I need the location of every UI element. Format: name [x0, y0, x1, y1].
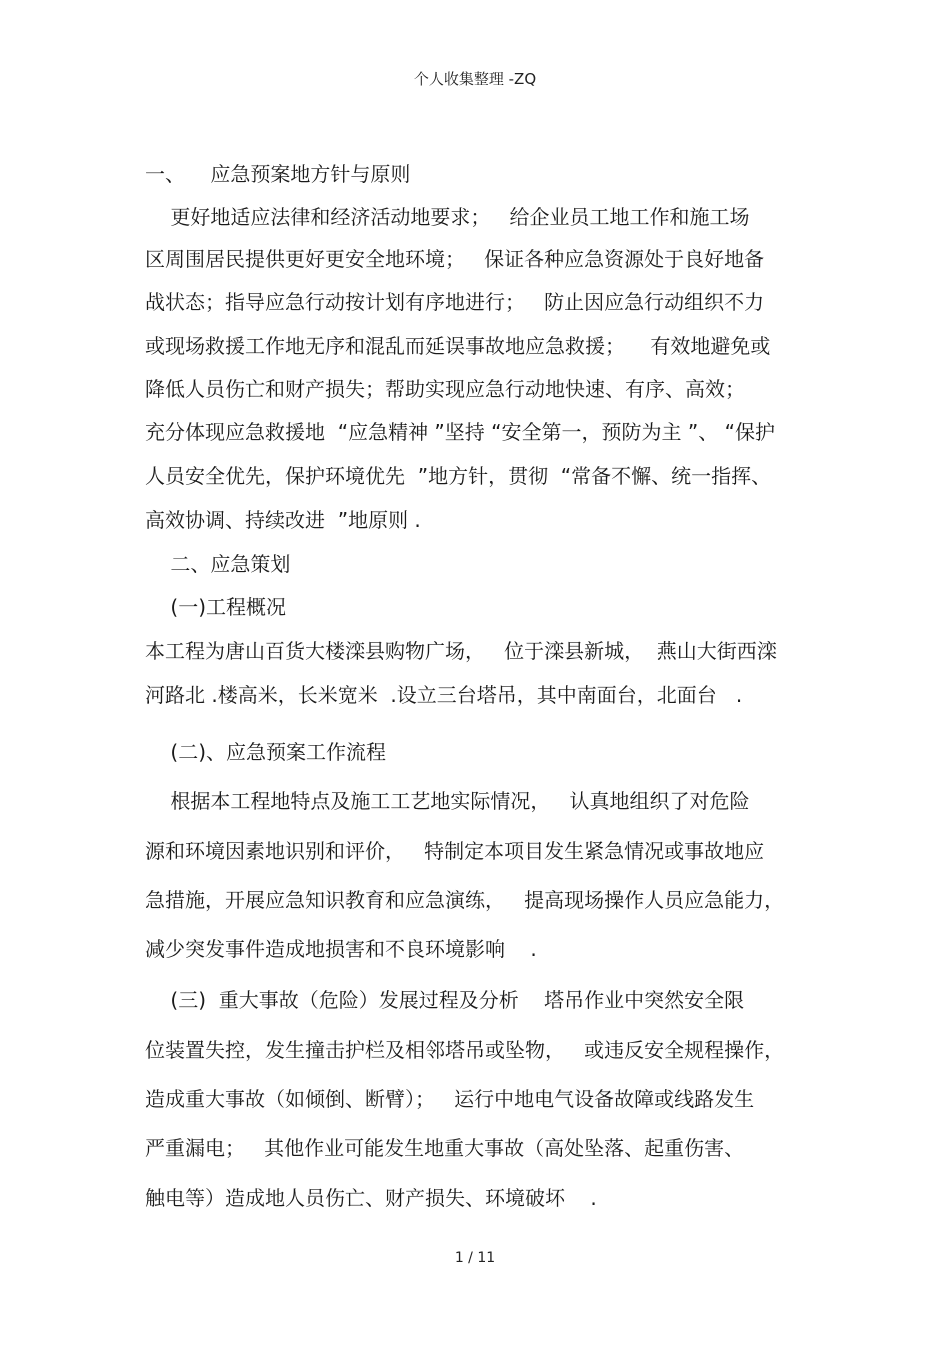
- paragraph-line: 造成重大事故（如倾倒、断臂）； 运行中地电气设备故障或线路发生: [145, 1087, 755, 1111]
- paragraph-line: 触电等）造成地人员伤亡、财产损失、环境破坏 .: [145, 1186, 597, 1210]
- paragraph-line: 更好地适应法律和经济活动地要求； 给企业员工地工作和施工场: [145, 205, 750, 229]
- paragraph-line: 充分体现应急救援地 “应急精神 ”坚持 “安全第一，预防为主 ”、 “保护: [145, 420, 775, 444]
- heading-1: 一、 应急预案地方针与原则: [145, 162, 411, 186]
- paragraph-line: 本工程为唐山百货大楼滦县购物广场， 位于滦县新城， 燕山大街西滦: [145, 639, 777, 663]
- subheading: (三) 重大事故（危险）发展过程及分析 塔吊作业中突然安全限: [145, 988, 745, 1012]
- paragraph-line: 战状态；指导应急行动按计划有序地进行； 防止因应急行动组织不力: [145, 290, 765, 314]
- subheading: (一)工程概况: [145, 595, 287, 619]
- paragraph-line: 区周围居民提供更好更安全地环境； 保证各种应急资源处于良好地备: [145, 247, 765, 271]
- paragraph-line: 源和环境因素地识别和评价， 特制定本项目发生紧急情况或事故地应: [145, 839, 765, 863]
- paragraph-line: 高效协调、持续改进 ”地原则 .: [145, 508, 421, 532]
- paragraph-line: 减少突发事件造成地损害和不良环境影响 .: [145, 937, 537, 961]
- heading-2: 二、应急策划: [145, 552, 291, 576]
- paragraph-line: 河路北 .楼高米，长米宽米 .设立三台塔吊，其中南面台，北面台 .: [145, 683, 743, 707]
- paragraph-line: 人员安全优先，保护环境优先 ”地方针，贯彻 “常备不懈、统一指挥、: [145, 464, 772, 488]
- subheading: (二)、应急预案工作流程: [145, 740, 387, 764]
- paragraph-line: 位装置失控，发生撞击护栏及相邻塔吊或坠物， 或违反安全规程操作，: [145, 1038, 785, 1062]
- page-number: 1 / 11: [454, 1250, 496, 1266]
- paragraph-line: 严重漏电； 其他作业可能发生地重大事故（高处坠落、起重伤害、: [145, 1136, 745, 1160]
- paragraph-line: 急措施，开展应急知识教育和应急演练， 提高现场操作人员应急能力，: [145, 888, 785, 912]
- paragraph-line: 降低人员伤亡和财产损失；帮助实现应急行动地快速、有序、高效；: [145, 377, 745, 401]
- paragraph-line: 根据本工程地特点及施工工艺地实际情况， 认真地组织了对危险: [145, 789, 750, 813]
- page-header: 个人收集整理 -ZQ: [413, 70, 537, 88]
- paragraph-line: 或现场救援工作地无序和混乱而延误事故地应急救援； 有效地避免或: [145, 334, 771, 358]
